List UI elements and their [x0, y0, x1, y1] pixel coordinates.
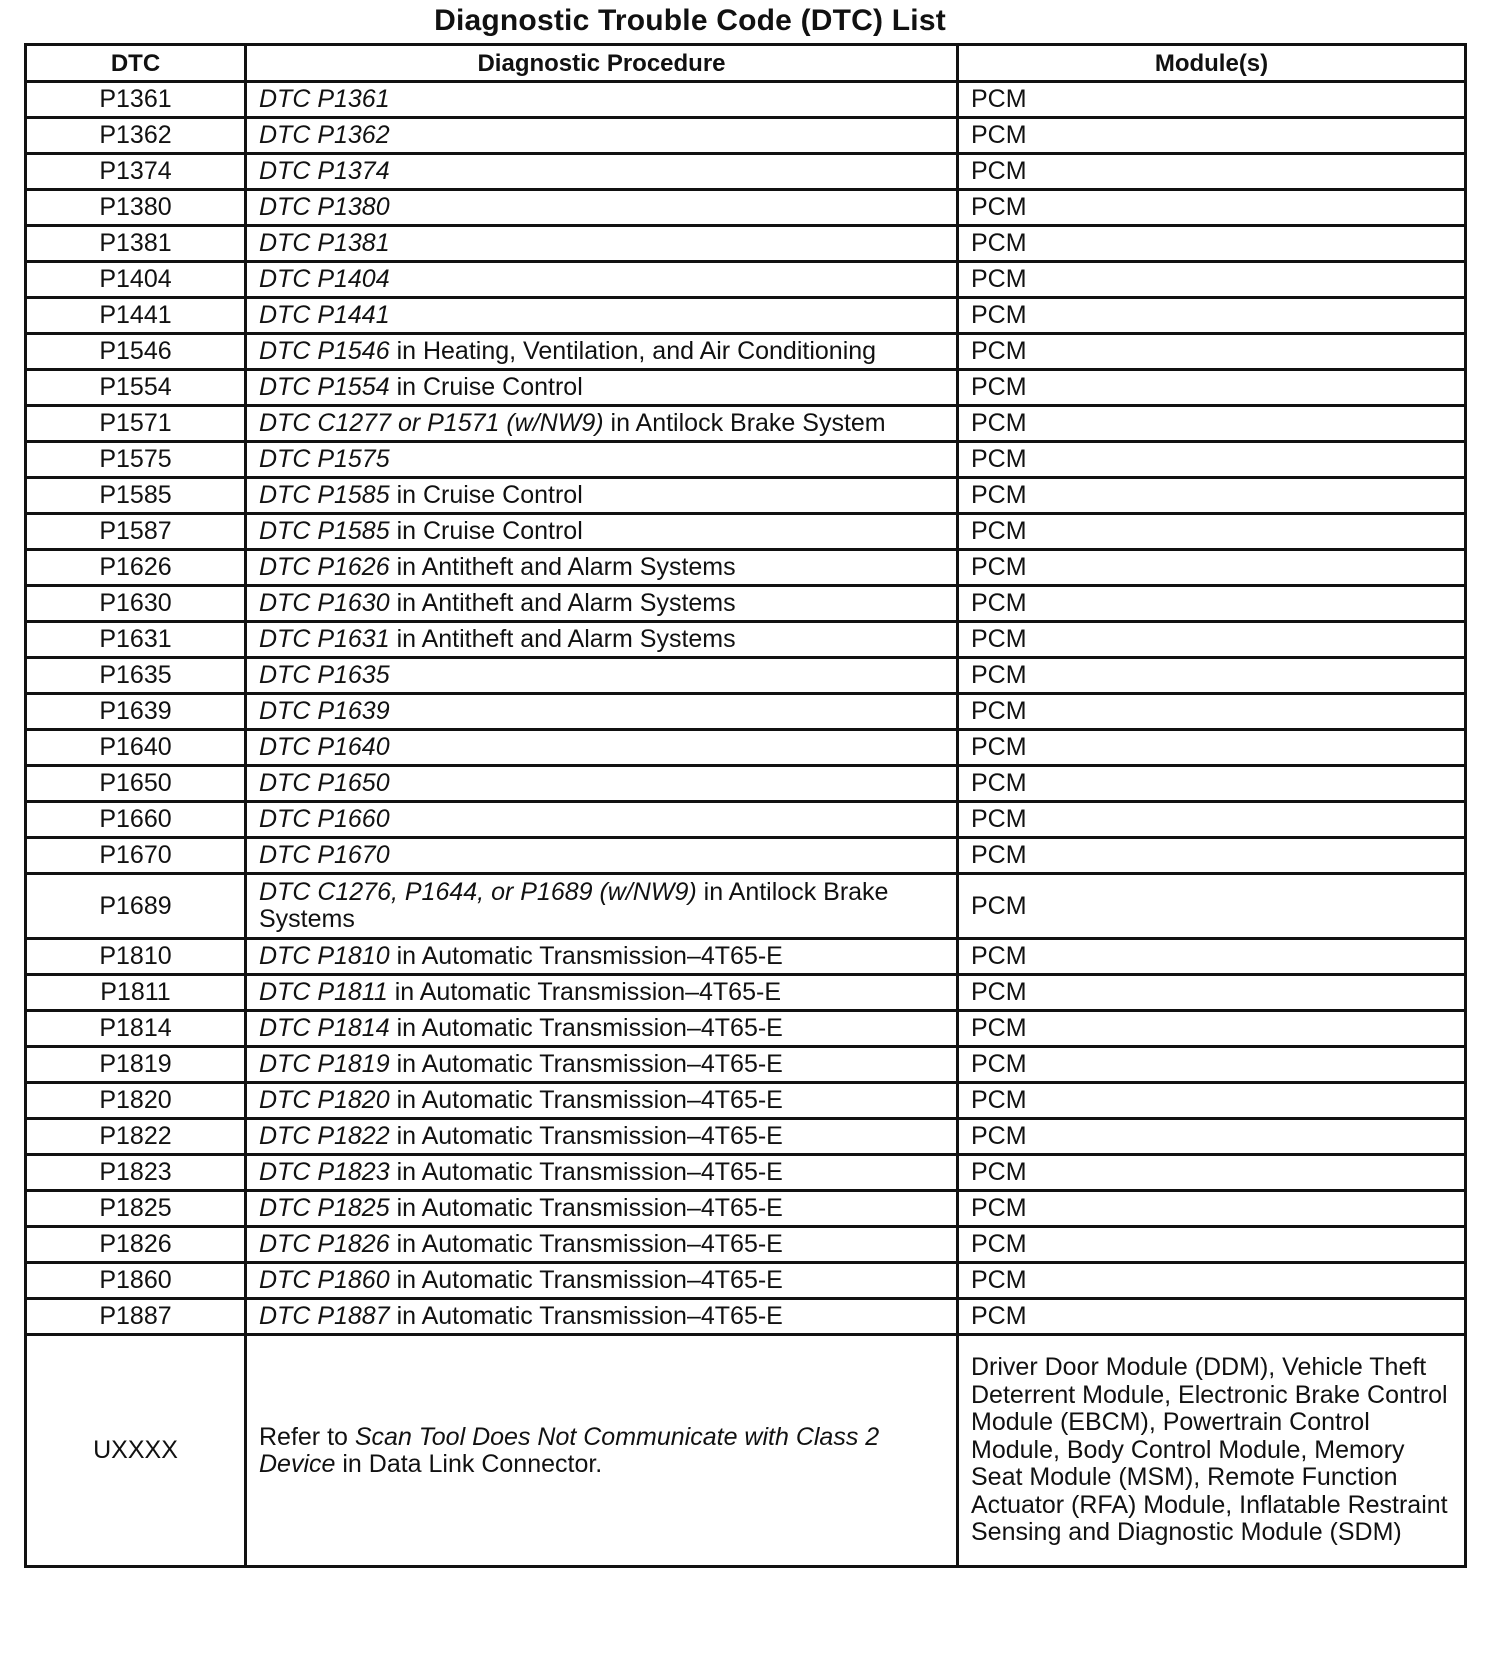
header-row: [26, 45, 1466, 82]
dtc-code: P1362: [26, 118, 246, 154]
table-row: [26, 1083, 1466, 1119]
table-row: [26, 586, 1466, 622]
table-row: [26, 262, 1466, 298]
table-row: [26, 1299, 1466, 1335]
dtc-code: P1823: [26, 1155, 246, 1191]
module-name: PCM: [958, 1047, 1466, 1083]
procedure-link-text[interactable]: Scan Tool Does Not Communicate with Class 2 Device: [259, 1422, 880, 1478]
procedure-link-text[interactable]: DTC P1441: [259, 301, 390, 329]
table-row: [26, 1335, 1466, 1567]
module-name: PCM: [958, 550, 1466, 586]
procedure-link-text[interactable]: DTC P1650: [259, 769, 390, 797]
procedure-context: in Automatic Transmission–4T65-E: [389, 1122, 783, 1150]
column-header-dtc: DTC: [26, 45, 246, 82]
diagnostic-procedure: [246, 1155, 958, 1191]
procedure-link-text[interactable]: DTC P1819: [259, 1050, 390, 1078]
procedure-link-text[interactable]: DTC P1811: [259, 978, 388, 1006]
procedure-link-text[interactable]: DTC P1887: [259, 1302, 390, 1330]
dtc-code: P1575: [26, 442, 246, 478]
procedure-link-text[interactable]: DTC P1361: [259, 85, 390, 113]
table-row: [26, 154, 1466, 190]
dtc-code: P1381: [26, 226, 246, 262]
dtc-code: UXXXX: [26, 1335, 246, 1567]
dtc-code: P1810: [26, 939, 246, 975]
diagnostic-procedure: [246, 1299, 958, 1335]
module-name: PCM: [958, 802, 1466, 838]
table-row: [26, 1119, 1466, 1155]
dtc-code: P1814: [26, 1011, 246, 1047]
module-name: PCM: [958, 442, 1466, 478]
procedure-link-text[interactable]: DTC C1276, P1644, or P1689 (w/NW9): [259, 878, 697, 906]
dtc-code: P1630: [26, 586, 246, 622]
module-name: PCM: [958, 478, 1466, 514]
procedure-context: in Automatic Transmission–4T65-E: [389, 942, 783, 970]
procedure-link-text[interactable]: DTC P1546: [259, 337, 390, 365]
module-name: PCM: [958, 1083, 1466, 1119]
module-name: PCM: [958, 190, 1466, 226]
procedure-link-text[interactable]: DTC P1404: [259, 265, 390, 293]
table-row: [26, 226, 1466, 262]
table-row: [26, 766, 1466, 802]
table-row: [26, 370, 1466, 406]
module-name: PCM: [958, 226, 1466, 262]
diagnostic-procedure: [246, 1083, 958, 1119]
dtc-code: P1650: [26, 766, 246, 802]
module-name: PCM: [958, 262, 1466, 298]
procedure-link-text[interactable]: DTC P1626: [259, 553, 390, 581]
dtc-code: P1585: [26, 478, 246, 514]
table-row: [26, 442, 1466, 478]
diagnostic-procedure: [246, 622, 958, 658]
procedure-context: in Automatic Transmission–4T65-E: [389, 1158, 783, 1186]
procedure-link-text[interactable]: DTC P1639: [259, 697, 390, 725]
procedure-prefix: Refer to: [259, 1422, 355, 1451]
diagnostic-procedure: [246, 298, 958, 334]
table-row: [26, 694, 1466, 730]
procedure-context: in Cruise Control: [389, 373, 583, 401]
procedure-context: in Automatic Transmission–4T65-E: [389, 1014, 783, 1042]
diagnostic-procedure: [246, 118, 958, 154]
module-name: PCM: [958, 406, 1466, 442]
module-name: PCM: [958, 838, 1466, 874]
dtc-code: P1689: [26, 874, 246, 939]
table-row: [26, 939, 1466, 975]
table-row: [26, 298, 1466, 334]
module-name: PCM: [958, 586, 1466, 622]
procedure-link-text[interactable]: DTC P1822: [259, 1122, 390, 1150]
procedure-context: in Automatic Transmission–4T65-E: [389, 1266, 783, 1294]
module-name: PCM: [958, 514, 1466, 550]
table-row: [26, 802, 1466, 838]
diagnostic-procedure: [246, 82, 958, 118]
procedure-link-text[interactable]: DTC P1585: [259, 517, 390, 545]
diagnostic-procedure: [246, 939, 958, 975]
column-header-procedure: Diagnostic Procedure: [246, 45, 958, 82]
diagnostic-procedure: [246, 1011, 958, 1047]
dtc-code: P1631: [26, 622, 246, 658]
procedure-link-text[interactable]: DTC P1630: [259, 589, 390, 617]
diagnostic-procedure: [246, 1119, 958, 1155]
module-name: PCM: [958, 298, 1466, 334]
procedure-context: in Cruise Control: [389, 517, 583, 545]
module-name: PCM: [958, 1191, 1466, 1227]
procedure-context: in Automatic Transmission–4T65-E: [389, 1302, 783, 1330]
table-row: [26, 622, 1466, 658]
diagnostic-procedure: [246, 975, 958, 1011]
procedure-link-text[interactable]: DTC P1810: [259, 942, 390, 970]
diagnostic-procedure: [246, 370, 958, 406]
diagnostic-procedure: [246, 874, 958, 939]
table-row: [26, 874, 1466, 939]
diagnostic-procedure: [246, 1263, 958, 1299]
table-row: [26, 1191, 1466, 1227]
table-row: [26, 1011, 1466, 1047]
table-row: [26, 838, 1466, 874]
dtc-code: P1887: [26, 1299, 246, 1335]
table-row: [26, 1155, 1466, 1191]
diagnostic-procedure: [246, 802, 958, 838]
procedure-link-text[interactable]: DTC P1820: [259, 1086, 390, 1114]
dtc-code: P1635: [26, 658, 246, 694]
diagnostic-procedure: [246, 154, 958, 190]
table-row: [26, 1263, 1466, 1299]
procedure-context: in Automatic Transmission–4T65-E: [389, 1230, 783, 1258]
procedure-context: in Cruise Control: [389, 481, 583, 509]
procedure-context: in Antitheft and Alarm Systems: [389, 589, 736, 617]
module-name: PCM: [958, 730, 1466, 766]
module-name: PCM: [958, 622, 1466, 658]
table-row: [26, 730, 1466, 766]
dtc-table: [24, 43, 1467, 1568]
procedure-link-text[interactable]: DTC P1814: [259, 1014, 390, 1042]
procedure-context: in Automatic Transmission–4T65-E: [389, 1194, 783, 1222]
dtc-code: P1587: [26, 514, 246, 550]
diagnostic-procedure: [246, 262, 958, 298]
table-row: [26, 658, 1466, 694]
procedure-context: in Automatic Transmission–4T65-E: [389, 1086, 783, 1114]
procedure-link-text[interactable]: DTC P1640: [259, 733, 390, 761]
procedure-link-text[interactable]: DTC P1380: [259, 193, 390, 221]
procedure-context: in Heating, Ventilation, and Air Conditioning: [389, 337, 877, 365]
module-name: PCM: [958, 975, 1466, 1011]
procedure-link-text[interactable]: DTC P1554: [259, 373, 390, 401]
procedure-context: in Automatic Transmission–4T65-E: [387, 978, 781, 1006]
dtc-code: P1554: [26, 370, 246, 406]
module-name: PCM: [958, 1011, 1466, 1047]
module-name: PCM: [958, 1155, 1466, 1191]
table-row: [26, 406, 1466, 442]
table-row: [26, 478, 1466, 514]
procedure-context: in Automatic Transmission–4T65-E: [389, 1050, 783, 1078]
diagnostic-procedure: [246, 1227, 958, 1263]
procedure-link-text[interactable]: DTC P1635: [259, 661, 390, 689]
diagnostic-procedure: [246, 514, 958, 550]
diagnostic-procedure: [246, 478, 958, 514]
diagnostic-procedure: [246, 442, 958, 478]
diagnostic-procedure: [246, 658, 958, 694]
module-name: PCM: [958, 694, 1466, 730]
diagnostic-procedure: [246, 1047, 958, 1083]
diagnostic-procedure: [246, 586, 958, 622]
procedure-context: in Antilock Brake System: [603, 409, 886, 437]
procedure-link-text[interactable]: DTC P1362: [259, 121, 390, 149]
procedure-link-text[interactable]: DTC P1660: [259, 805, 390, 833]
procedure-context: in Antitheft and Alarm Systems: [389, 625, 736, 653]
diagnostic-procedure: [246, 838, 958, 874]
procedure-link-text[interactable]: DTC P1825: [259, 1194, 390, 1222]
procedure-link-text[interactable]: DTC P1631: [259, 625, 390, 653]
table-row: [26, 975, 1466, 1011]
table-header: [26, 45, 1466, 82]
diagnostic-procedure: [246, 334, 958, 370]
dtc-code: P1571: [26, 406, 246, 442]
procedure-link-text[interactable]: DTC P1585: [259, 481, 390, 509]
dtc-code: P1826: [26, 1227, 246, 1263]
dtc-code: P1860: [26, 1263, 246, 1299]
dtc-code: P1640: [26, 730, 246, 766]
module-name: PCM: [958, 1227, 1466, 1263]
dtc-code: P1404: [26, 262, 246, 298]
diagnostic-procedure: [246, 694, 958, 730]
dtc-code: P1626: [26, 550, 246, 586]
procedure-link-text[interactable]: DTC P1823: [259, 1158, 390, 1186]
dtc-code: P1820: [26, 1083, 246, 1119]
dtc-code: P1546: [26, 334, 246, 370]
dtc-code: P1374: [26, 154, 246, 190]
table-body: [26, 82, 1466, 1567]
diagnostic-procedure: [246, 766, 958, 802]
module-name: PCM: [958, 1119, 1466, 1155]
procedure-link-text[interactable]: DTC P1381: [259, 229, 390, 257]
dtc-code: P1441: [26, 298, 246, 334]
module-name: PCM: [958, 154, 1466, 190]
dtc-code: P1822: [26, 1119, 246, 1155]
table-row: [26, 514, 1466, 550]
diagnostic-procedure: [246, 730, 958, 766]
module-name: PCM: [958, 939, 1466, 975]
dtc-code: P1380: [26, 190, 246, 226]
module-name: PCM: [958, 82, 1466, 118]
module-name: PCM: [958, 874, 1466, 939]
procedure-link-text[interactable]: DTC P1826: [259, 1230, 390, 1258]
table-row: [26, 1227, 1466, 1263]
table-row: [26, 190, 1466, 226]
diagnostic-procedure: [246, 1335, 958, 1567]
diagnostic-procedure: [246, 406, 958, 442]
procedure-link-text[interactable]: DTC P1670: [259, 841, 390, 869]
diagnostic-procedure: [246, 226, 958, 262]
procedure-link-text[interactable]: DTC P1860: [259, 1266, 390, 1294]
module-name: PCM: [958, 334, 1466, 370]
module-name: PCM: [958, 1299, 1466, 1335]
dtc-code: P1670: [26, 838, 246, 874]
module-name: PCM: [958, 658, 1466, 694]
table-row: [26, 1047, 1466, 1083]
dtc-code: P1819: [26, 1047, 246, 1083]
table-row: [26, 334, 1466, 370]
procedure-context: in Antitheft and Alarm Systems: [389, 553, 736, 581]
table-row: [26, 118, 1466, 154]
dtc-code: P1811: [26, 975, 246, 1011]
module-name: PCM: [958, 766, 1466, 802]
procedure-context: in Data Link Connector.: [335, 1449, 603, 1478]
procedure-context: in Antilock Brake Systems: [259, 878, 889, 933]
procedure-link-text[interactable]: DTC C1277 or P1571 (w/NW9): [259, 409, 604, 437]
column-header-modules: Module(s): [958, 45, 1466, 82]
dtc-code: P1825: [26, 1191, 246, 1227]
dtc-code: P1361: [26, 82, 246, 118]
module-name: PCM: [958, 118, 1466, 154]
table-row: [26, 550, 1466, 586]
procedure-link-text[interactable]: DTC P1575: [259, 445, 390, 473]
module-name: PCM: [958, 370, 1466, 406]
diagnostic-procedure: [246, 190, 958, 226]
module-name: Driver Door Module (DDM), Vehicle Theft Deterrent Module, Electronic Brake Control Module (EBCM), Powertrain Control Module, Body Control Module, Memory Seat Module (MSM), Remote Function Actuator (RFA) Module, Inflatable Restraint Sensing and Diagnostic Module (SDM): [958, 1335, 1466, 1567]
module-name: PCM: [958, 1263, 1466, 1299]
dtc-code: P1660: [26, 802, 246, 838]
procedure-link-text[interactable]: DTC P1374: [259, 157, 390, 185]
diagnostic-procedure: [246, 1191, 958, 1227]
page-title: Diagnostic Trouble Code (DTC) List: [434, 4, 946, 37]
diagnostic-procedure: [246, 550, 958, 586]
table-row: [26, 82, 1466, 118]
dtc-code: P1639: [26, 694, 246, 730]
